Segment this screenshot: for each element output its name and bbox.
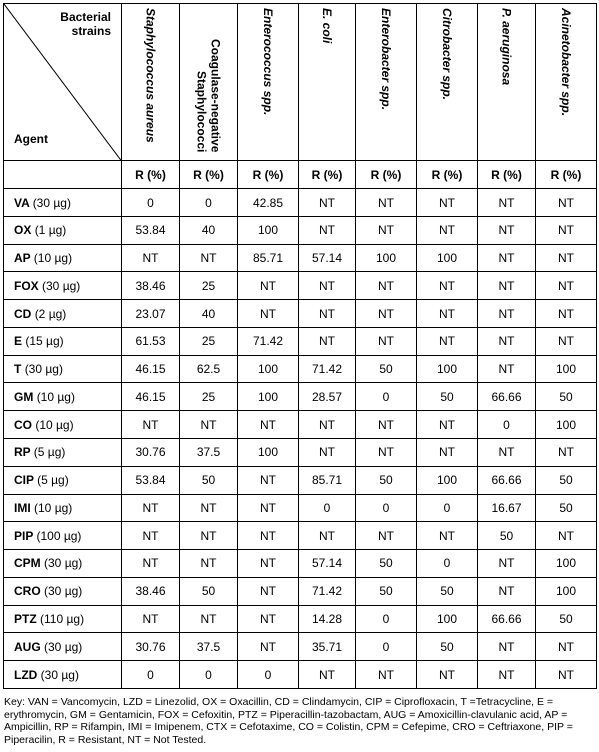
value-cell: 66.66 <box>478 605 536 633</box>
agent-dose: (30 µg) <box>42 278 81 293</box>
value-cell: 0 <box>122 661 180 689</box>
value-cell: NT <box>536 327 597 355</box>
agent-code: CPM <box>14 556 41 571</box>
agent-cell <box>4 494 122 522</box>
value-cell: 37.5 <box>180 439 238 467</box>
value-cell: NT <box>356 300 417 328</box>
value-cell: 23.07 <box>122 300 180 328</box>
table-row <box>4 383 597 411</box>
value-cell: 66.66 <box>478 383 536 411</box>
table-row <box>4 550 597 578</box>
value-cell: 0 <box>238 661 299 689</box>
agent-dose: (5 µg) <box>37 473 69 488</box>
value-cell: NT <box>180 244 238 272</box>
strain-header-0 <box>122 4 180 161</box>
strain-name: Coagulase-negative Staphylococci <box>194 38 223 152</box>
corner-cell <box>4 4 122 161</box>
value-cell: NT <box>299 216 356 244</box>
value-cell: 53.84 <box>122 466 180 494</box>
strain-name: Acinetobacter spp. <box>559 8 573 117</box>
table-row <box>4 439 597 467</box>
subheader-row <box>4 161 597 189</box>
value-cell: NT <box>238 577 299 605</box>
value-cell: NT <box>478 244 536 272</box>
value-cell: NT <box>478 439 536 467</box>
value-cell: 0 <box>122 189 180 217</box>
table-row <box>4 327 597 355</box>
agent-dose: (30 µg) <box>40 667 79 682</box>
value-cell: NT <box>180 605 238 633</box>
agent-code: CD <box>14 306 32 321</box>
agent-dose: (100 µg) <box>36 528 82 543</box>
agent-dose: (10 µg) <box>36 389 75 404</box>
agent-code: PTZ <box>14 611 37 626</box>
value-cell: 100 <box>238 216 299 244</box>
value-cell: NT <box>417 216 478 244</box>
value-cell: NT <box>478 300 536 328</box>
value-cell: 100 <box>536 577 597 605</box>
value-cell: NT <box>299 522 356 550</box>
resistance-subheader: R (%) <box>478 161 536 189</box>
agent-code: E <box>14 334 23 349</box>
agent-dose: (10 µg) <box>33 251 73 266</box>
value-cell: 71.42 <box>238 327 299 355</box>
value-cell: NT <box>356 189 417 217</box>
agent-cell <box>4 383 122 411</box>
agent-code: CIP <box>14 473 34 488</box>
agent-cell <box>4 439 122 467</box>
value-cell: NT <box>417 661 478 689</box>
agent-dose: (10 µg) <box>34 500 73 515</box>
value-cell: NT <box>356 327 417 355</box>
value-cell: 100 <box>356 244 417 272</box>
agent-cell <box>4 605 122 633</box>
table-row <box>4 355 597 383</box>
value-cell: NT <box>299 411 356 439</box>
agent-cell <box>4 244 122 272</box>
value-cell: 66.66 <box>478 466 536 494</box>
resistance-subheader: R (%) <box>536 161 597 189</box>
value-cell: 38.46 <box>122 577 180 605</box>
value-cell: 50 <box>417 633 478 661</box>
value-cell: 30.76 <box>122 439 180 467</box>
value-cell: NT <box>478 577 536 605</box>
value-cell: 62.5 <box>180 355 238 383</box>
agent-code: IMI <box>14 500 31 515</box>
agent-cell <box>4 661 122 689</box>
value-cell: NT <box>122 411 180 439</box>
resistance-subheader: R (%) <box>417 161 478 189</box>
value-cell: NT <box>238 522 299 550</box>
value-cell: 0 <box>180 661 238 689</box>
value-cell: NT <box>238 466 299 494</box>
agent-code: AP <box>14 251 31 266</box>
table-row <box>4 189 597 217</box>
strain-name: E. coli <box>320 8 334 44</box>
agent-cell <box>4 411 122 439</box>
value-cell: NT <box>299 439 356 467</box>
agent-cell <box>4 577 122 605</box>
value-cell: NT <box>122 550 180 578</box>
value-cell: NT <box>299 327 356 355</box>
value-cell: 85.71 <box>238 244 299 272</box>
agent-dose: (1 µg) <box>34 223 67 238</box>
value-cell: 50 <box>536 383 597 411</box>
value-cell: 0 <box>356 494 417 522</box>
value-cell: 40 <box>180 300 238 328</box>
agent-code: CRO <box>14 584 41 599</box>
value-cell: NT <box>299 272 356 300</box>
value-cell: 100 <box>536 550 597 578</box>
value-cell: 50 <box>180 577 238 605</box>
value-cell: 0 <box>356 633 417 661</box>
value-cell: 25 <box>180 383 238 411</box>
value-cell: 0 <box>356 605 417 633</box>
table-key: Key: VAN = Vancomycin, LZD = Linezolid, OX = Oxacillin, CD = Clindamycin, CIP = Ciprofloxacin, T =Tetracycline, E = erythromycin, GM = Gentamicin, FOX = Cefoxitin, PTZ = Piperacillin-tazobactam, AUG = Amoxicillin-clavulanic acid, AP = Ampicillin, RP = Rifampin, IMI = Imipenem, CTX = Cefotaxime, CO = Colistin, CPM = Cefepime, CRO = Ceftriaxone, PIP = Piperacilin, R = Resistant, NT = Not Tested. <box>4 696 573 746</box>
strain-header-3 <box>299 4 356 161</box>
value-cell: 46.15 <box>122 383 180 411</box>
table-row <box>4 411 597 439</box>
value-cell: 0 <box>417 550 478 578</box>
value-cell: 38.46 <box>122 272 180 300</box>
agent-code: RP <box>14 445 31 460</box>
resistance-table <box>3 3 597 689</box>
value-cell: 40 <box>180 216 238 244</box>
value-cell: NT <box>356 216 417 244</box>
value-cell: NT <box>478 550 536 578</box>
strain-header-4 <box>356 4 417 161</box>
agent-cell <box>4 327 122 355</box>
value-cell: NT <box>417 522 478 550</box>
table-row <box>4 244 597 272</box>
value-cell: NT <box>356 522 417 550</box>
value-cell: 100 <box>417 466 478 494</box>
value-cell: 50 <box>356 466 417 494</box>
value-cell: 46.15 <box>122 355 180 383</box>
value-cell: NT <box>536 272 597 300</box>
value-cell: NT <box>536 216 597 244</box>
value-cell: 37.5 <box>180 633 238 661</box>
strain-header-2 <box>238 4 299 161</box>
value-cell: NT <box>122 244 180 272</box>
agent-code: T <box>14 362 22 377</box>
value-cell: 0 <box>417 494 478 522</box>
value-cell: NT <box>299 661 356 689</box>
value-cell: NT <box>238 633 299 661</box>
value-cell: NT <box>478 661 536 689</box>
value-cell: 61.53 <box>122 327 180 355</box>
value-cell: NT <box>238 272 299 300</box>
value-cell: 42.85 <box>238 189 299 217</box>
value-cell: 50 <box>417 383 478 411</box>
agent-cell <box>4 300 122 328</box>
value-cell: NT <box>417 327 478 355</box>
value-cell: 0 <box>180 189 238 217</box>
value-cell: NT <box>478 216 536 244</box>
value-cell: NT <box>122 605 180 633</box>
value-cell: 0 <box>478 411 536 439</box>
agent-code: VA <box>14 195 30 210</box>
value-cell: 0 <box>299 494 356 522</box>
value-cell: NT <box>417 189 478 217</box>
value-cell: NT <box>238 550 299 578</box>
value-cell: NT <box>417 411 478 439</box>
value-cell: 100 <box>417 605 478 633</box>
value-cell: NT <box>356 411 417 439</box>
value-cell: 50 <box>356 355 417 383</box>
value-cell: NT <box>478 355 536 383</box>
agent-dose: (30 µg) <box>44 584 83 599</box>
value-cell: NT <box>478 633 536 661</box>
value-cell: 50 <box>478 522 536 550</box>
agent-cell <box>4 216 122 244</box>
value-cell: 85.71 <box>299 466 356 494</box>
value-cell: NT <box>122 494 180 522</box>
agent-code: PIP <box>14 528 34 543</box>
value-cell: NT <box>536 244 597 272</box>
subheader-empty-cell <box>4 161 122 189</box>
table-row <box>4 577 597 605</box>
table-row <box>4 494 597 522</box>
value-cell: 50 <box>536 494 597 522</box>
strain-header-1 <box>180 4 238 161</box>
agent-cell <box>4 272 122 300</box>
agent-cell <box>4 550 122 578</box>
value-cell: 100 <box>238 439 299 467</box>
value-cell: NT <box>356 661 417 689</box>
table-row <box>4 605 597 633</box>
value-cell: 100 <box>417 355 478 383</box>
table-row <box>4 661 597 689</box>
resistance-subheader: R (%) <box>122 161 180 189</box>
value-cell: 100 <box>238 383 299 411</box>
strain-name: P. aeruginosa <box>499 8 514 86</box>
value-cell: 25 <box>180 272 238 300</box>
strain-name: Enterobacter spp. <box>379 8 393 111</box>
strain-header-5 <box>417 4 478 161</box>
value-cell: 53.84 <box>122 216 180 244</box>
agent-code: OX <box>14 223 32 238</box>
value-cell: NT <box>417 272 478 300</box>
value-cell: NT <box>122 522 180 550</box>
value-cell: 57.14 <box>299 550 356 578</box>
table-row <box>4 272 597 300</box>
value-cell: 16.67 <box>478 494 536 522</box>
resistance-subheader: R (%) <box>180 161 238 189</box>
value-cell: 50 <box>180 466 238 494</box>
value-cell: NT <box>238 300 299 328</box>
value-cell: 100 <box>536 355 597 383</box>
value-cell: NT <box>238 494 299 522</box>
value-cell: 57.14 <box>299 244 356 272</box>
value-cell: NT <box>299 300 356 328</box>
strain-name: Enterococcus spp. <box>261 8 275 116</box>
agent-dose: (2 µg) <box>34 306 67 321</box>
value-cell: NT <box>478 189 536 217</box>
table-row <box>4 216 597 244</box>
agent-dose: (30 µg) <box>32 195 71 210</box>
agent-code: FOX <box>14 278 39 293</box>
agent-code: GM <box>14 389 34 404</box>
value-cell: NT <box>417 439 478 467</box>
strain-header-6 <box>478 4 536 161</box>
value-cell: 100 <box>238 355 299 383</box>
agent-code: AUG <box>14 639 41 654</box>
bacterial-strains-label: Bacterial strains <box>60 10 111 38</box>
strain-header-7 <box>536 4 597 161</box>
value-cell: NT <box>536 439 597 467</box>
value-cell: 100 <box>417 244 478 272</box>
agent-dose: (5 µg) <box>33 445 66 460</box>
agent-dose: (30 µg) <box>44 639 83 654</box>
agent-dose: (110 µg) <box>40 611 85 626</box>
value-cell: NT <box>180 494 238 522</box>
agent-cell <box>4 522 122 550</box>
resistance-subheader: R (%) <box>299 161 356 189</box>
value-cell: NT <box>536 522 597 550</box>
resistance-subheader: R (%) <box>238 161 299 189</box>
value-cell: 0 <box>356 383 417 411</box>
value-cell: NT <box>299 189 356 217</box>
value-cell: 50 <box>356 550 417 578</box>
value-cell: NT <box>180 522 238 550</box>
agent-cell <box>4 466 122 494</box>
table-row <box>4 522 597 550</box>
agent-dose: (15 µg) <box>25 334 64 349</box>
value-cell: NT <box>238 411 299 439</box>
value-cell: 50 <box>356 577 417 605</box>
value-cell: 100 <box>536 411 597 439</box>
header-row <box>4 4 597 161</box>
strain-name: Staphylococcus aureus <box>143 8 158 143</box>
agent-dose: (30 µg) <box>24 362 63 377</box>
value-cell: 50 <box>536 605 597 633</box>
value-cell: NT <box>180 550 238 578</box>
value-cell: NT <box>417 300 478 328</box>
value-cell: 71.42 <box>299 577 356 605</box>
value-cell: NT <box>536 300 597 328</box>
agent-dose: (10 µg) <box>35 417 74 432</box>
value-cell: NT <box>478 327 536 355</box>
strain-name: Citrobacter spp. <box>440 8 454 101</box>
agent-cell <box>4 189 122 217</box>
value-cell: 50 <box>536 466 597 494</box>
value-cell: NT <box>238 605 299 633</box>
value-cell: NT <box>536 189 597 217</box>
agent-code: LZD <box>14 667 38 682</box>
value-cell: 50 <box>417 577 478 605</box>
agent-cell <box>4 633 122 661</box>
value-cell: 28.57 <box>299 383 356 411</box>
agent-cell <box>4 355 122 383</box>
value-cell: 30.76 <box>122 633 180 661</box>
value-cell: NT <box>356 439 417 467</box>
value-cell: NT <box>536 633 597 661</box>
agent-code: CO <box>14 417 32 432</box>
value-cell: NT <box>478 272 536 300</box>
table-row <box>4 300 597 328</box>
value-cell: 14.28 <box>299 605 356 633</box>
value-cell: 25 <box>180 327 238 355</box>
value-cell: NT <box>180 411 238 439</box>
value-cell: NT <box>356 272 417 300</box>
resistance-subheader: R (%) <box>356 161 417 189</box>
value-cell: NT <box>536 661 597 689</box>
table-row <box>4 633 597 661</box>
table-row <box>4 466 597 494</box>
value-cell: 35.71 <box>299 633 356 661</box>
agent-label: Agent <box>14 132 48 147</box>
agent-dose: (30 µg) <box>44 556 83 571</box>
value-cell: 71.42 <box>299 355 356 383</box>
